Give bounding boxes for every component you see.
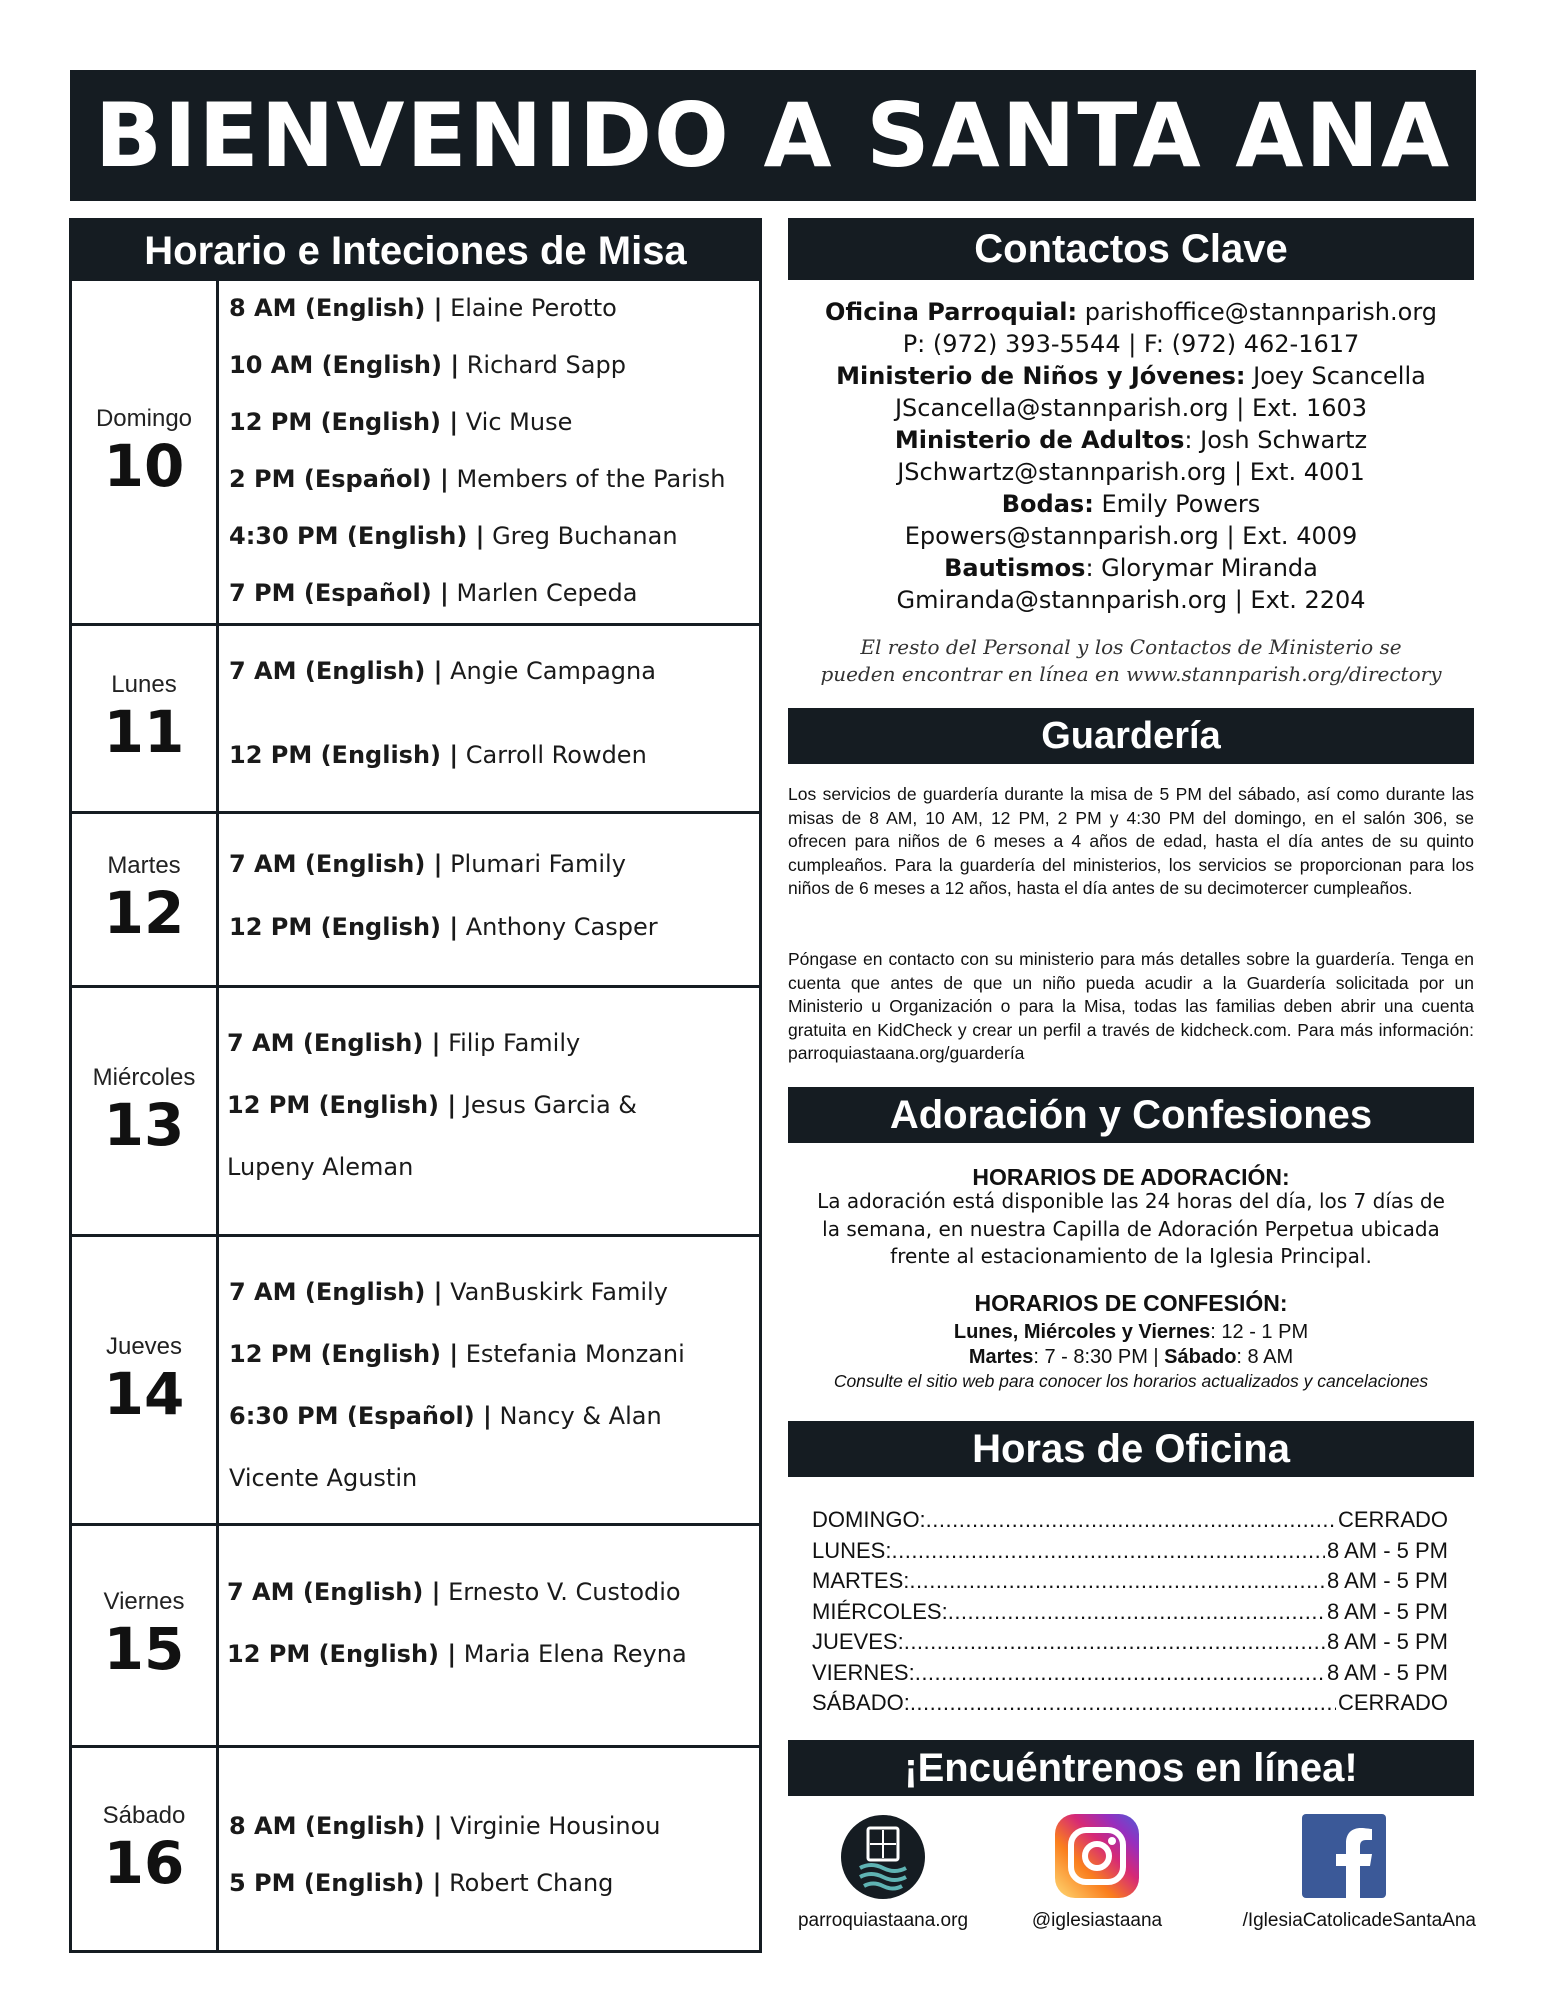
mass-entry: 2 PM (Español) | Members of the Parish — [229, 465, 726, 493]
nursery-title: Guardería — [788, 708, 1474, 764]
day-cell — [72, 1748, 219, 1950]
day-name: Miércoles — [92, 1063, 196, 1091]
day-number: 15 — [103, 1615, 185, 1684]
day-row-jueves — [72, 1234, 759, 1523]
day-cell — [72, 281, 219, 623]
mass-entry: 10 AM (English) | Richard Sapp — [229, 351, 626, 379]
mass-schedule-table — [69, 218, 762, 1953]
office-hours-title: Horas de Oficina — [788, 1421, 1474, 1477]
day-name: Viernes — [103, 1588, 185, 1616]
day-row-domingo — [72, 281, 759, 623]
day-name: Domingo — [95, 404, 193, 432]
mass-entry: 8 AM (English) | Elaine Perotto — [229, 294, 617, 322]
page-banner-title: BIENVENIDO A SANTA ANA — [70, 70, 1476, 201]
office-hours-list — [812, 1505, 1448, 1719]
confession-note: Consulte el sitio web para conocer los horarios actualizados y cancelaciones — [833, 1371, 1429, 1391]
directory-note: El resto del Personal y los Contactos de Ministerio se pueden encontrar en línea en www.stannparish.org/directory — [820, 635, 1442, 686]
day-name: Martes — [107, 852, 181, 880]
day-cell — [72, 1526, 219, 1745]
mass-entry: 12 PM (English) | Carroll Rowden — [229, 741, 647, 769]
day-cell — [72, 814, 219, 985]
day-row-martes — [72, 811, 759, 985]
adult-contact[interactable]: JSchwartz@stannparish.org | Ext. 4001 — [897, 458, 1365, 486]
day-row-miercoles — [72, 985, 759, 1234]
adoration-heading: HORARIOS DE ADORACIÓN: — [972, 1164, 1290, 1190]
day-row-sabado — [72, 1745, 759, 1950]
mass-entry: 7 AM (English) | VanBuskirk Family — [229, 1278, 668, 1306]
wedding-contact[interactable]: Epowers@stannparish.org | Ext. 4009 — [904, 522, 1358, 550]
mass-entry: 7 AM (English) | Filip Family — [227, 1029, 581, 1057]
phone-fax: P: (972) 393-5544 | F: (972) 462-1617 — [902, 330, 1360, 358]
facebook-icon[interactable] — [1302, 1814, 1386, 1898]
instagram-icon[interactable] — [1055, 1814, 1139, 1898]
confession-times: Lunes, Miércoles y Viernes: 12 - 1 PM Martes: 7 - 8:30 PM | Sábado: 8 AM — [953, 1321, 1309, 1368]
website-link[interactable]: parroquiastaana.org — [797, 1910, 969, 1931]
online-title: ¡Encuéntrenos en línea! — [788, 1740, 1474, 1796]
mass-entry: 7 AM (English) | Plumari Family — [229, 850, 626, 878]
parish-logo-icon[interactable] — [840, 1814, 926, 1900]
contacts-list: Oficina Parroquial: parishoffice@stannparish.org P: (972) 393-5544 | F: (972) 462-1617 Ministerio de Niños y Jóvenes: Joey Scancella JScancella@stannparish.org | Ext. 1603 Ministerio de Adultos: Josh Schwartz JSchwartz@stannparish.org | Ext. 4001 Bodas: Emily Powers Epowers@stannparish.org | Ext. 4009 Bautismos: Glorymar Miranda Gmiranda@stannparish.org | Ext. 2204 — [788, 296, 1474, 616]
office-hours-row: MIÉRCOLES: ..... 8 AM - 5 PM — [812, 1597, 1448, 1628]
mass-entry: 12 PM (English) | Vic Muse — [229, 408, 573, 436]
day-name: Lunes — [111, 671, 177, 699]
day-number: 10 — [103, 431, 185, 500]
mass-entry: 6:30 PM (Español) | Nancy & Alan Vicente Agustin — [229, 1402, 662, 1492]
office-hours-row: SÁBADO: ..... CERRADO — [812, 1688, 1448, 1719]
mass-entry: 12 PM (English) | Maria Elena Reyna — [227, 1640, 687, 1668]
day-row-viernes — [72, 1523, 759, 1745]
office-hours-row: MARTES: ..... 8 AM - 5 PM — [812, 1566, 1448, 1597]
schedule-title: Horario e Inteciones de Misa — [72, 221, 759, 281]
day-row-lunes — [72, 623, 759, 811]
mass-entry: 12 PM (English) | Estefania Monzani — [229, 1340, 685, 1368]
mass-entry: 5 PM (English) | Robert Chang — [229, 1869, 614, 1897]
facebook-page[interactable]: /IglesiaCatolicadeSantaAna — [1242, 1910, 1476, 1931]
office-email[interactable]: parishoffice@stannparish.org — [1084, 298, 1437, 326]
nursery-paragraph-2: Póngase en contacto con su ministerio para más detalles sobre la guardería. Tenga en cuenta que antes de que un niño pueda acudir a la Guardería solicitada por un Ministerio u Organización o para la Misa, todas las familias deben abrir una cuenta gratuita en KidCheck y crear un perfil a través de kidcheck.com. Para más información: parroquiastaana.org/guardería — [788, 949, 1474, 1063]
day-name: Sábado — [102, 1801, 186, 1829]
day-name: Jueves — [105, 1332, 183, 1360]
day-cell — [72, 626, 219, 811]
baptism-contact[interactable]: Gmiranda@stannparish.org | Ext. 2204 — [896, 586, 1366, 614]
day-number: 12 — [103, 879, 185, 948]
day-cell — [72, 1237, 219, 1523]
youth-contact[interactable]: JScancella@stannparish.org | Ext. 1603 — [894, 394, 1368, 422]
day-number: 16 — [103, 1828, 185, 1897]
adoration-text: La adoración está disponible las 24 horas del día, los 7 días de la semana, en nuestra Capilla de Adoración Perpetua ubicada frente al estacionamiento de la Iglesia Principal. — [817, 1189, 1445, 1268]
mass-entry: 12 PM (English) | Jesus Garcia & Lupeny Aleman — [227, 1091, 638, 1181]
day-number: 11 — [103, 698, 185, 767]
day-number: 14 — [103, 1359, 185, 1428]
mass-entry: 7 PM (Español) | Marlen Cepeda — [229, 579, 638, 607]
mass-entry: 7 AM (English) | Angie Campagna — [229, 657, 656, 685]
mass-entry: 8 AM (English) | Virginie Housinou — [229, 1812, 661, 1840]
day-cell — [72, 988, 219, 1234]
contacts-title: Contactos Clave — [788, 218, 1474, 280]
office-hours-row: DOMINGO: ..... CERRADO — [812, 1505, 1448, 1536]
office-hours-row: LUNES: ..... 8 AM - 5 PM — [812, 1536, 1448, 1567]
confession-heading: HORARIOS DE CONFESIÓN: — [974, 1290, 1288, 1316]
office-hours-row: VIERNES: ..... 8 AM - 5 PM — [812, 1658, 1448, 1689]
instagram-handle[interactable]: @iglesiastaana — [1031, 1910, 1163, 1931]
mass-entry: 12 PM (English) | Anthony Casper — [229, 913, 658, 941]
adoration-title: Adoración y Confesiones — [788, 1087, 1474, 1143]
mass-entry: 7 AM (English) | Ernesto V. Custodio — [227, 1578, 681, 1606]
office-hours-row: JUEVES: ..... 8 AM - 5 PM — [812, 1627, 1448, 1658]
nursery-paragraph-1: Los servicios de guardería durante la misa de 5 PM del sábado, así como durante las misas de 8 AM, 10 AM, 12 PM, 2 PM y 4:30 PM del domingo, en el salón 306, se ofrecen para niños de 6 meses a 4 años de edad, hasta el día antes de su quinto cumpleaños. Para la guardería del ministerios, los servicios se proporcionan para los niños de 6 meses a 12 años, hasta el día antes de su decimotercer cumpleaños. — [788, 784, 1474, 898]
mass-entry: 4:30 PM (English) | Greg Buchanan — [229, 522, 678, 550]
day-number: 13 — [103, 1090, 185, 1159]
